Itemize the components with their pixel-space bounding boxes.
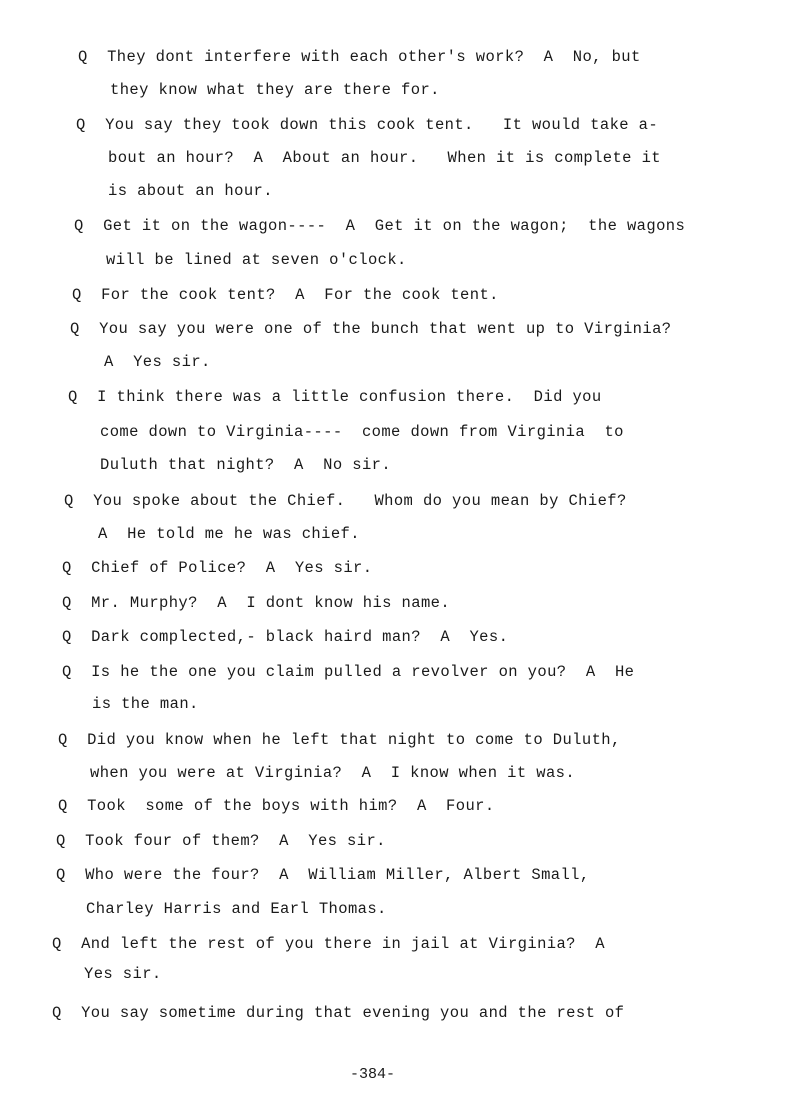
transcript-line: is about an hour.: [108, 182, 273, 200]
transcript-line: Q Took four of them? A Yes sir.: [56, 832, 386, 850]
transcript-line: Q Did you know when he left that night to come to Duluth,: [58, 731, 621, 749]
transcript-line: Q You say you were one of the bunch that went up to Virginia?: [70, 320, 672, 338]
transcript-line: bout an hour? A About an hour. When it is complete it: [108, 149, 661, 167]
transcript-line: Q Get it on the wagon---- A Get it on the wagon; the wagons: [74, 217, 686, 235]
transcript-line: Duluth that night? A No sir.: [100, 456, 392, 474]
transcript-line: Q I think there was a little confusion there. Did you: [68, 388, 602, 406]
transcript-line: come down to Virginia---- come down from Virginia to: [100, 423, 624, 441]
transcript-line: Charley Harris and Earl Thomas.: [86, 900, 387, 918]
transcript-line: Q Chief of Police? A Yes sir.: [62, 559, 373, 577]
transcript-line: Q Is he the one you claim pulled a revolver on you? A He: [62, 663, 635, 681]
transcript-line: Q Mr. Murphy? A I dont know his name.: [62, 594, 451, 612]
transcript-line: Q Took some of the boys with him? A Four.: [58, 797, 495, 815]
transcript-line: A Yes sir.: [104, 353, 211, 371]
transcript-line: A He told me he was chief.: [98, 525, 360, 543]
transcript-line: will be lined at seven o'clock.: [106, 251, 407, 269]
transcript-line: Yes sir.: [84, 965, 162, 983]
transcript-line: Q Dark complected,- black haird man? A Yes.: [62, 628, 509, 646]
transcript-line: Q They dont interfere with each other's work? A No, but: [78, 48, 641, 66]
transcript-line: Q And left the rest of you there in jail at Virginia? A: [52, 935, 605, 953]
page-number: -384-: [349, 1066, 395, 1083]
transcript-line: when you were at Virginia? A I know when it was.: [90, 764, 576, 782]
transcript-line: Q You say they took down this cook tent. It would take a-: [76, 116, 659, 134]
transcript-line: Q Who were the four? A William Miller, Albert Small,: [56, 866, 590, 884]
transcript-line: Q For the cook tent? A For the cook tent.: [72, 286, 499, 304]
transcript-line: Q You spoke about the Chief. Whom do you mean by Chief?: [64, 492, 627, 510]
transcript-line: they know what they are there for.: [110, 81, 440, 99]
transcript-line: Q You say sometime during that evening you and the rest of: [52, 1004, 625, 1022]
transcript-line: is the man.: [92, 695, 199, 713]
